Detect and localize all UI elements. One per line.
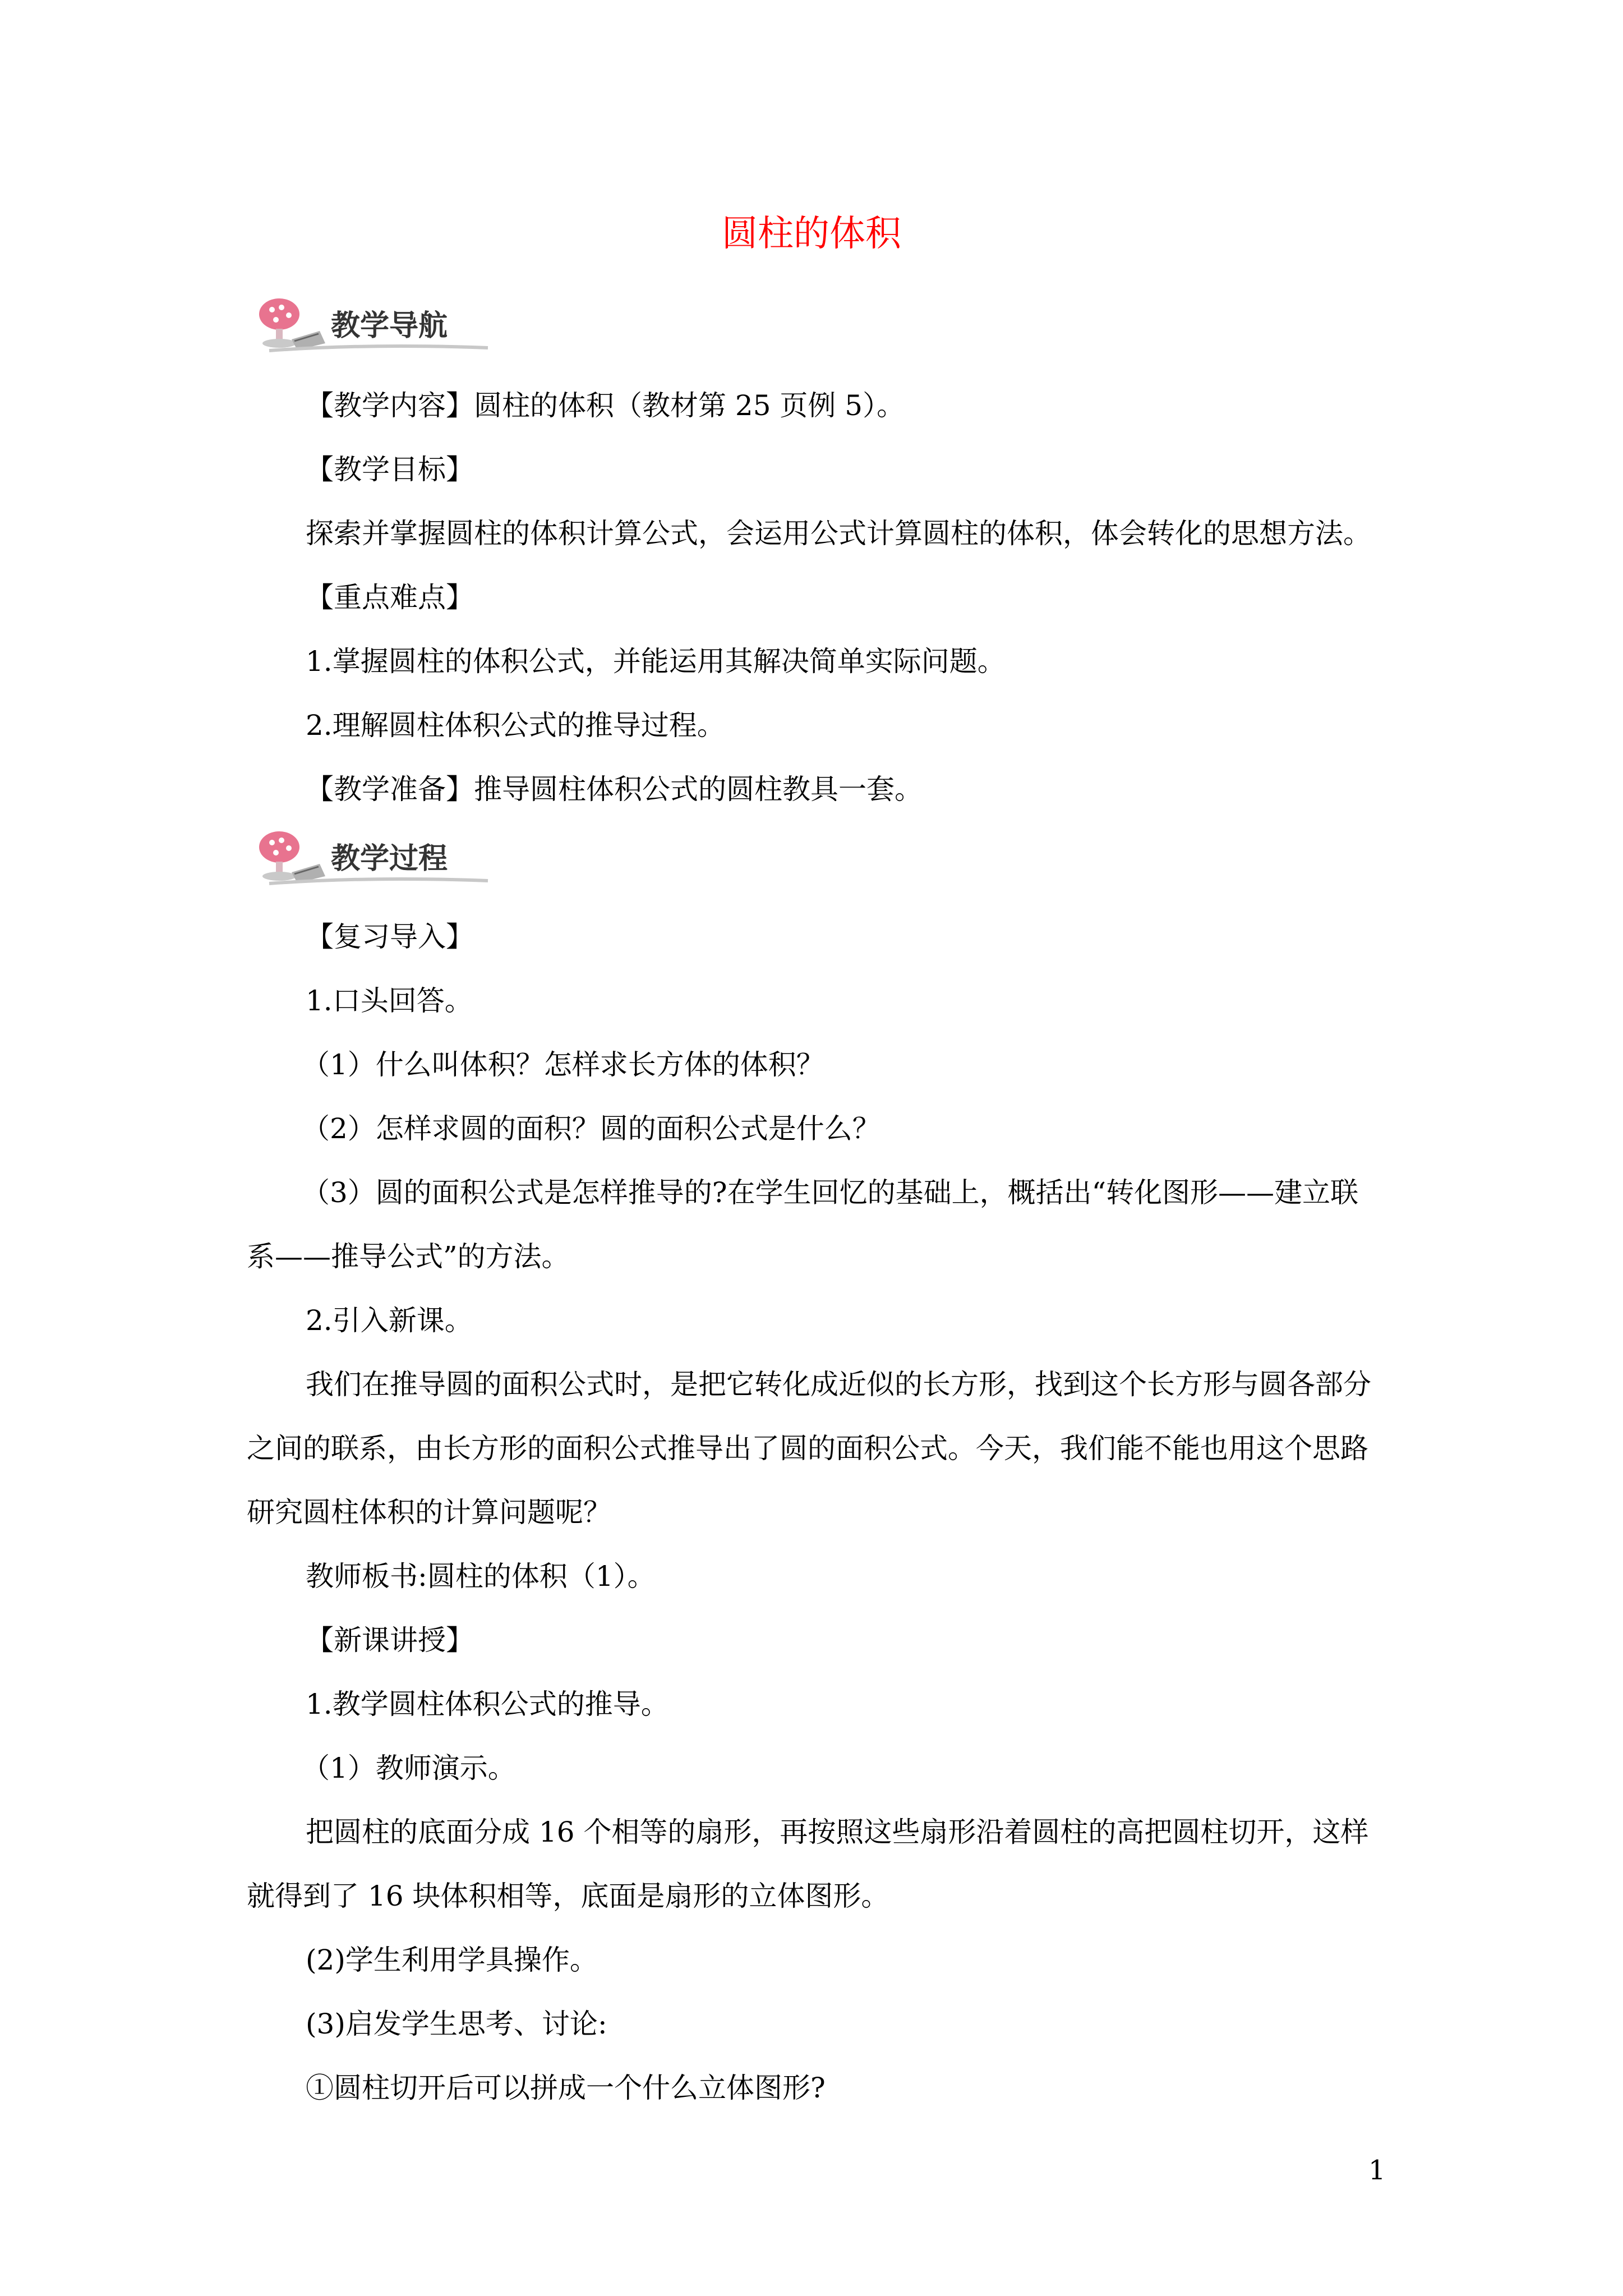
paragraph-question-2: （2）怎样求圆的面积？圆的面积公式是什么？ [302, 1112, 880, 1145]
section-banner-process [247, 825, 494, 892]
paragraph-board-note: 教师板书:圆柱的体积（1）。 [306, 1560, 656, 1593]
section-process-label: 教学过程 [331, 842, 448, 876]
paragraph-intro-line-1: 我们在推导圆的面积公式时，是把它转化成近似的长方形，找到这个长方形与圆各部分 [306, 1368, 1371, 1401]
paragraph-question-1: （1）什么叫体积？怎样求长方体的体积？ [302, 1048, 824, 1081]
paragraph-keypoints-heading: 【重点难点】 [306, 581, 474, 614]
paragraph-oral-answer: 1.口头回答。 [306, 984, 473, 1017]
paragraph-keypoint-1: 1.掌握圆柱的体积公式，并能运用其解决简单实际问题。 [306, 645, 1006, 678]
paragraph-objectives-heading: 【教学目标】 [306, 453, 474, 486]
page-title: 圆柱的体积 [722, 213, 901, 255]
paragraph-intro-line-2: 之间的联系，由长方形的面积公式推导出了圆的面积公式。今天，我们能不能也用这个思路 [247, 1432, 1368, 1465]
paragraph-preparation: 【教学准备】推导圆柱体积公式的圆柱教具一套。 [306, 773, 923, 806]
paragraph-question-3: （3）圆的面积公式是怎样推导的?在学生回忆的基础上，概括出“转化图形——建立联 [302, 1176, 1359, 1209]
paragraph-content: 【教学内容】圆柱的体积（教材第 25 页例 5）。 [306, 389, 905, 422]
paragraph-teacher-demo: （1）教师演示。 [302, 1752, 516, 1784]
paragraph-derivation: 1.教学圆柱体积公式的推导。 [306, 1688, 669, 1720]
paragraph-intro-line-3: 研究圆柱体积的计算问题呢？ [247, 1496, 611, 1529]
paragraph-discussion-q1: ①圆柱切开后可以拼成一个什么立体图形? [306, 2072, 826, 2104]
paragraph-keypoint-2: 2.理解圆柱体积公式的推导过程。 [306, 709, 725, 742]
paragraph-demo-line-2: 就得到了 16 块体积相等，底面是扇形的立体图形。 [247, 1880, 889, 1912]
paragraph-question-3-cont: 系——推导公式”的方法。 [247, 1240, 570, 1273]
paragraph-objectives: 探索并掌握圆柱的体积计算公式，会运用公式计算圆柱的体积，体会转化的思想方法。 [306, 517, 1371, 550]
paragraph-new-lesson-heading: 【新课讲授】 [306, 1624, 474, 1657]
paragraph-discussion: (3)启发学生思考、讨论: [306, 2008, 607, 2040]
paragraph-student-operation: (2)学生利用学具操作。 [306, 1944, 598, 1976]
section-nav-label: 教学导航 [331, 309, 448, 343]
paragraph-new-lesson: 2.引入新课。 [306, 1304, 473, 1337]
lamp-book-icon [247, 292, 494, 359]
paragraph-review-heading: 【复习导入】 [306, 921, 474, 953]
section-banner-nav [247, 292, 494, 359]
page-number: 1 [1368, 2155, 1386, 2186]
paragraph-demo-line-1: 把圆柱的底面分成 16 个相等的扇形，再按照这些扇形沿着圆柱的高把圆柱切开，这样 [306, 1816, 1369, 1848]
lamp-book-icon [247, 825, 494, 892]
